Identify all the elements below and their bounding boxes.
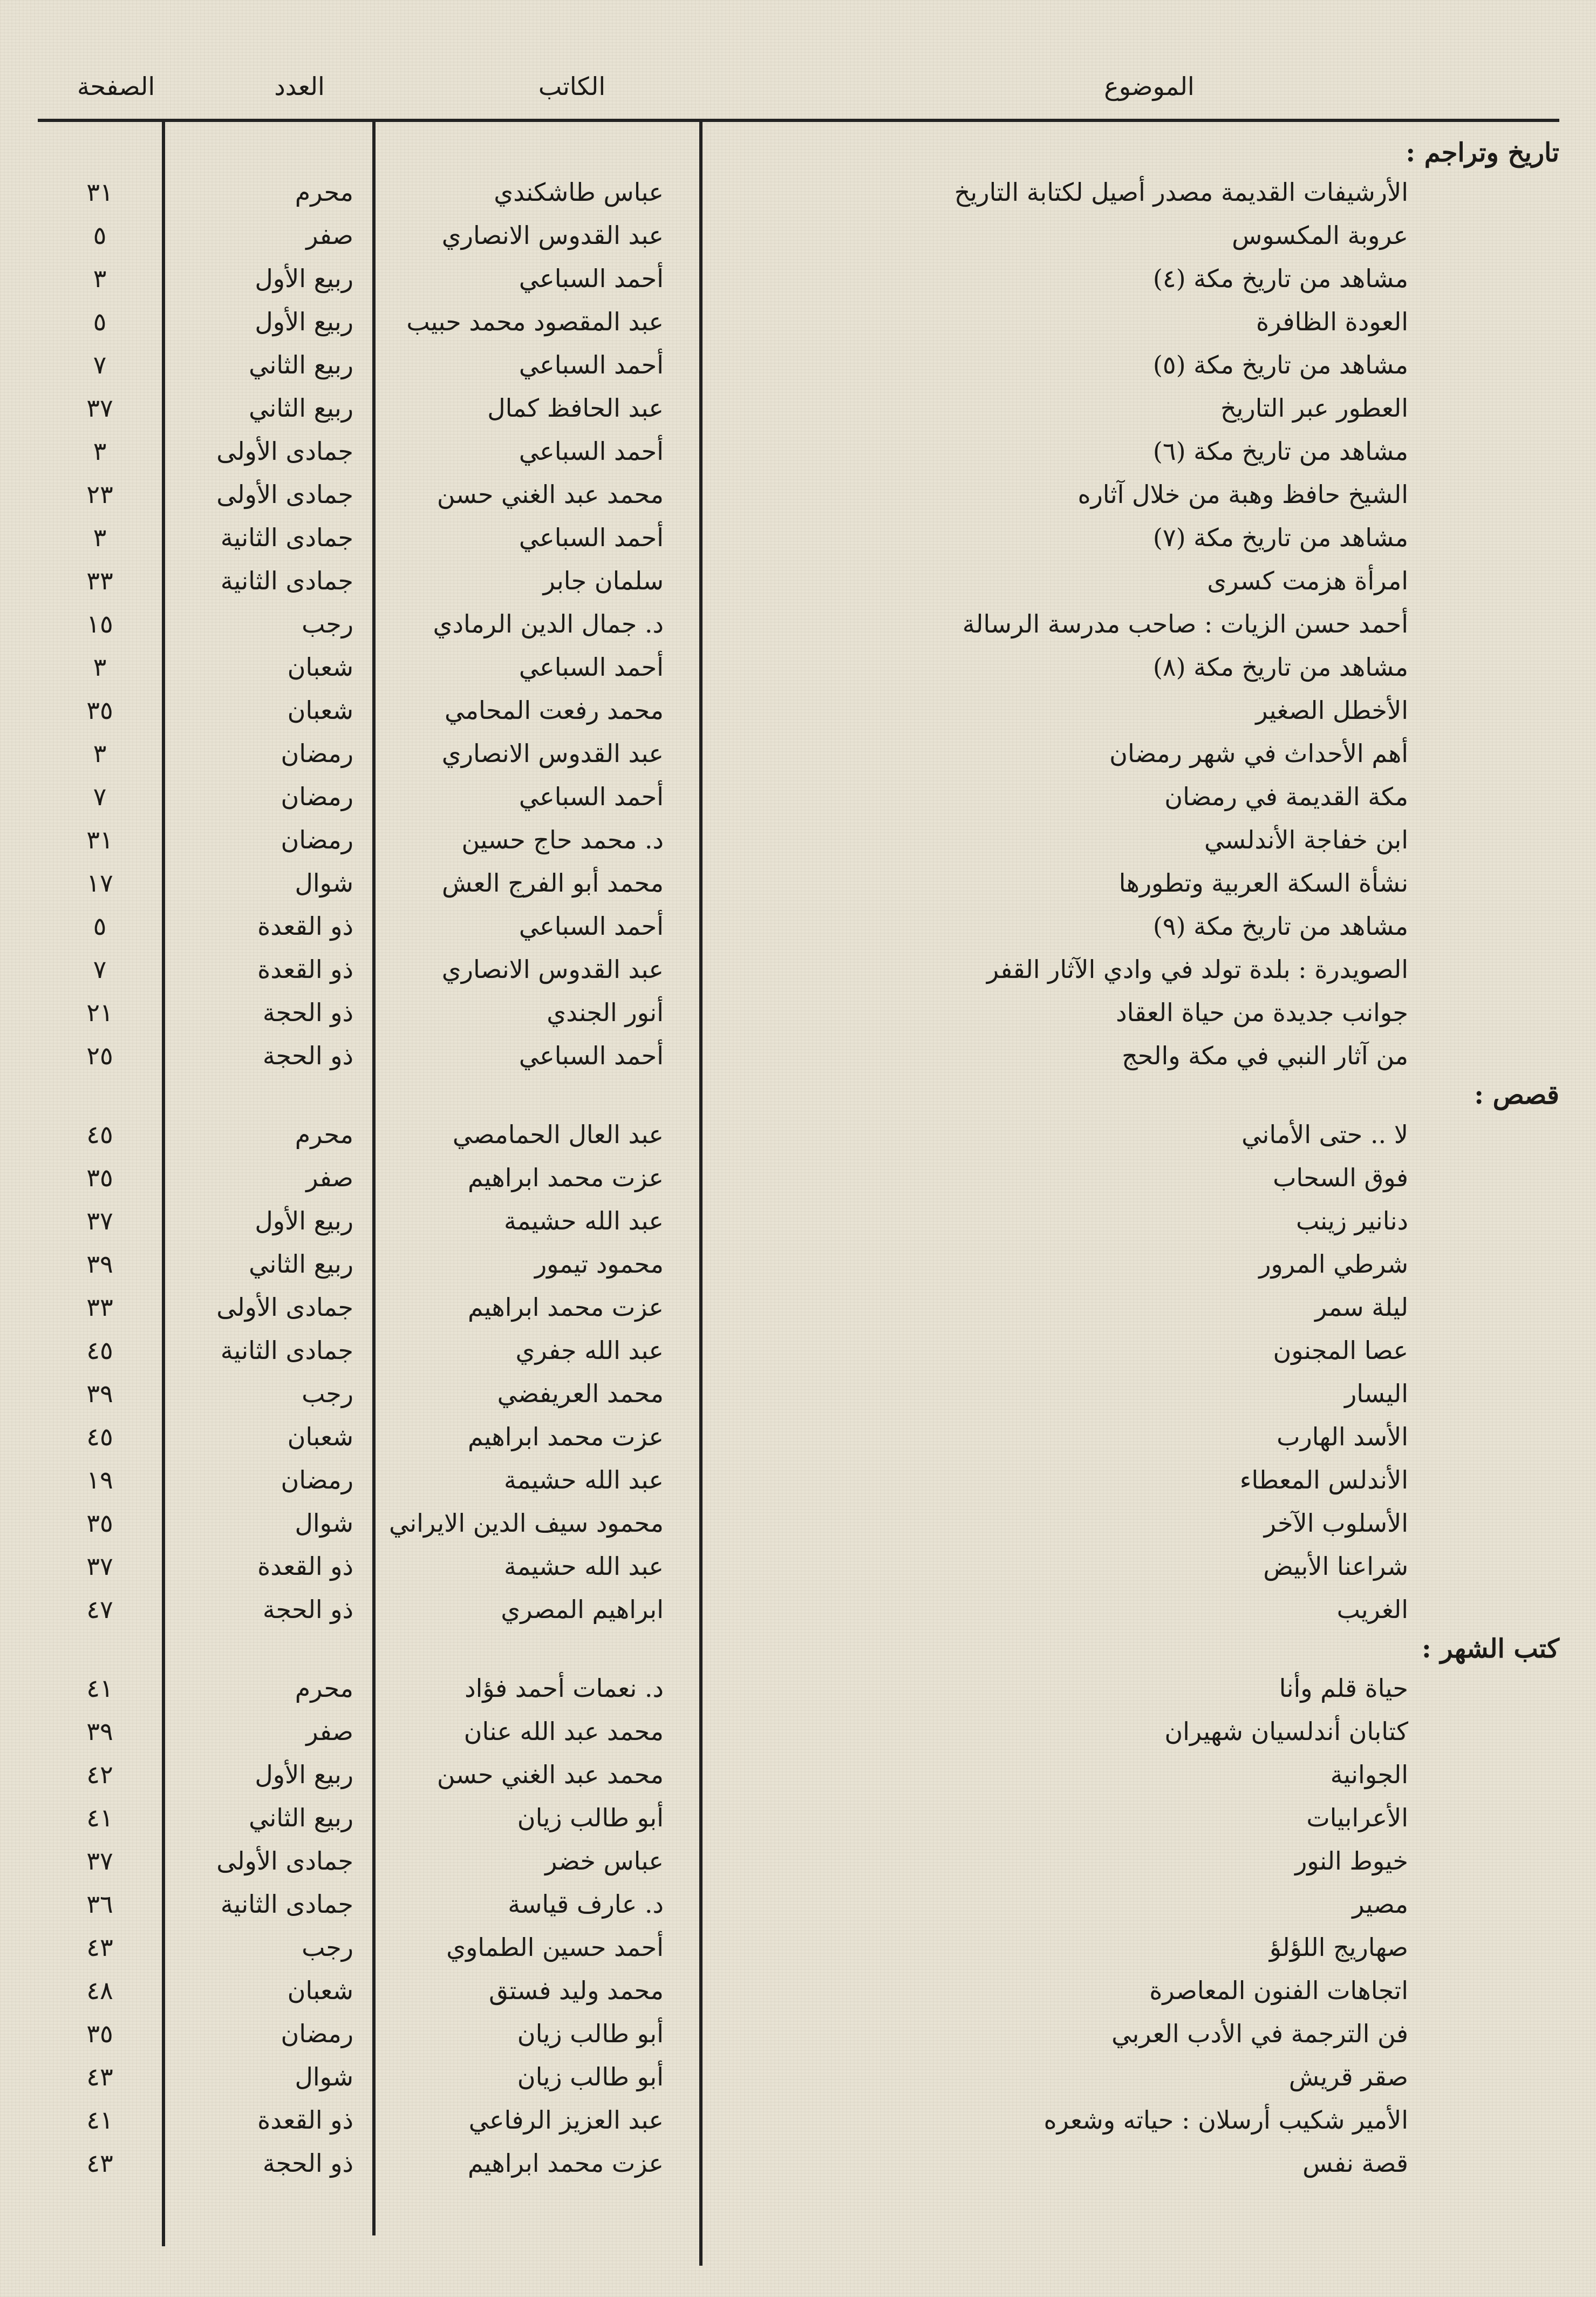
page-cell: ٤١ (86, 1803, 113, 1832)
list-item: مكة القديمة في رمضان (1164, 782, 1408, 811)
page-cell: ٣٣ (86, 566, 113, 595)
list-item: فوق السحاب (1273, 1163, 1408, 1192)
header-author: الكاتب (538, 72, 606, 101)
list-item: جوانب جديدة من حياة العقاد (1116, 998, 1408, 1027)
list-item: الصويدرة : بلدة تولد في وادي الآثار القفر (986, 955, 1408, 984)
author-cell: عبد المقصود محمد حبيب (406, 307, 664, 336)
page-cell: ٤٣ (86, 1933, 113, 1962)
issue-cell: رمضان (281, 2019, 353, 2048)
issue-cell: ربيع الثاني (249, 350, 353, 379)
page-cell: ٣ (93, 437, 107, 466)
author-cell: أحمد السباعي (519, 523, 664, 552)
list-item: لا .. حتى الأماني (1242, 1120, 1408, 1149)
issue-cell: شعبان (287, 653, 353, 682)
author-cell: عزت محمد ابراهيم (468, 2149, 664, 2178)
issue-cell: محرم (295, 1674, 353, 1703)
list-item: مشاهد من تاريخ مكة (٦) (1152, 437, 1408, 466)
list-item: امرأة هزمت كسرى (1207, 566, 1408, 595)
list-item: الجوانية (1330, 1760, 1408, 1789)
author-cell: عبد الله حشيمة (503, 1206, 664, 1235)
page-cell: ٣٥ (86, 2019, 113, 2048)
list-item: اتجاهات الفنون المعاصرة (1149, 1976, 1408, 2005)
list-item: مشاهد من تاريخ مكة (٤) (1152, 264, 1408, 293)
author-cell: أحمد حسين الطماوي (446, 1933, 664, 1962)
page-cell: ١٩ (86, 1465, 113, 1494)
list-item: الأمير شكيب أرسلان : حياته وشعره (1043, 2105, 1408, 2135)
issue-cell: رمضان (281, 825, 353, 854)
author-cell: عبد الله حشيمة (503, 1465, 664, 1494)
page-cell: ٧ (93, 955, 107, 984)
list-item: صقر قريش (1288, 2062, 1408, 2091)
page-cell: ٥ (93, 912, 107, 941)
page-cell: ٢٥ (86, 1041, 113, 1070)
author-cell: عبد القدوس الانصاري (441, 955, 664, 984)
list-item: الأسد الهارب (1277, 1422, 1408, 1451)
list-item: نشأة السكة العربية وتطورها (1118, 868, 1408, 898)
issue-cell: ذو القعدة (257, 955, 353, 984)
author-cell: أحمد السباعي (519, 437, 664, 466)
author-cell: محمد رفعت المحامي (445, 696, 664, 725)
list-item: الأعرابيات (1306, 1803, 1408, 1832)
author-cell: عباس خضر (545, 1846, 664, 1875)
issue-cell: ربيع الثاني (249, 393, 353, 423)
issue-cell: شوال (295, 2062, 353, 2091)
page-cell: ٣٧ (86, 1846, 113, 1875)
issue-cell: رمضان (281, 739, 353, 768)
issue-cell: ربيع الأول (255, 264, 353, 293)
page-cell: ٤٥ (86, 1422, 113, 1451)
page-cell: ٣٦ (86, 1890, 113, 1919)
author-cell: د. محمد حاج حسين (461, 825, 664, 854)
author-cell: عبد القدوس الانصاري (441, 739, 664, 768)
page-cell: ٢١ (86, 998, 113, 1027)
issue-cell: جمادى الأولى (216, 1846, 353, 1875)
list-item: مصير (1352, 1890, 1408, 1919)
list-item: شرطي المرور (1259, 1249, 1408, 1279)
page-cell: ٤٥ (86, 1120, 113, 1149)
page-cell: ٣٧ (86, 1206, 113, 1235)
section-title-books: كتب الشهر : (1422, 1634, 1559, 1664)
author-cell: محمد أبو الفرج العش (441, 868, 664, 898)
page-cell: ٤١ (86, 1674, 113, 1703)
column-divider-author (372, 120, 376, 2235)
issue-cell: ربيع الأول (255, 1760, 353, 1789)
issue-cell: شعبان (287, 696, 353, 725)
issue-cell: جمادى الثانية (220, 566, 353, 595)
list-item: عصا المجنون (1273, 1336, 1408, 1365)
author-cell: عبد الحافظ كمال (487, 393, 664, 423)
page-cell: ٥ (93, 221, 107, 250)
author-cell: أبو طالب زيان (517, 1803, 664, 1832)
issue-cell: صفر (306, 1163, 353, 1192)
issue-cell: جمادى الأولى (216, 437, 353, 466)
list-item: اليسار (1345, 1379, 1408, 1408)
page-cell: ٤٨ (86, 1976, 113, 2005)
issue-cell: ربيع الأول (255, 307, 353, 336)
page-cell: ٣٥ (86, 696, 113, 725)
list-item: الشيخ حافظ وهبة من خلال آثاره (1077, 480, 1408, 509)
list-item: فن الترجمة في الأدب العربي (1111, 2019, 1408, 2048)
author-cell: أحمد السباعي (519, 653, 664, 682)
issue-cell: ذو القعدة (257, 2105, 353, 2135)
issue-cell: شوال (295, 1508, 353, 1538)
page-cell: ٤٢ (86, 1760, 113, 1789)
issue-cell: صفر (306, 1717, 353, 1746)
page-cell: ١٧ (86, 868, 113, 898)
list-item: مشاهد من تاريخ مكة (٨) (1152, 653, 1408, 682)
author-cell: محمد عبد الله عنان (463, 1717, 664, 1746)
author-cell: أنور الجندي (547, 998, 664, 1027)
author-cell: عزت محمد ابراهيم (468, 1422, 664, 1451)
page-cell: ٣٥ (86, 1508, 113, 1538)
author-cell: محمد عبد الغني حسن (436, 1760, 664, 1789)
page-cell: ٣ (93, 523, 107, 552)
header-rule (38, 119, 1559, 122)
column-divider-issue (162, 120, 165, 2246)
author-cell: محمد وليد فستق (489, 1976, 664, 2005)
header-subject: الموضوع (1104, 72, 1195, 101)
page-cell: ٣٩ (86, 1717, 113, 1746)
header-issue: العدد (274, 72, 325, 101)
list-item: من آثار النبي في مكة والحج (1122, 1041, 1408, 1070)
author-cell: عبد العال الحمامصي (452, 1120, 664, 1149)
list-item: مشاهد من تاريخ مكة (٥) (1152, 350, 1408, 379)
issue-cell: جمادى الثانية (220, 1336, 353, 1365)
list-item: ابن خفاجة الأندلسي (1204, 825, 1408, 854)
header-page: الصفحة (77, 72, 155, 101)
author-cell: محمد عبد الغني حسن (436, 480, 664, 509)
list-item: خيوط النور (1295, 1846, 1408, 1875)
page-cell: ٢٣ (86, 480, 113, 509)
author-cell: ابراهيم المصري (501, 1595, 664, 1624)
issue-cell: رمضان (281, 782, 353, 811)
author-cell: عبد القدوس الانصاري (441, 221, 664, 250)
issue-cell: محرم (295, 178, 353, 207)
issue-cell: ربيع الثاني (249, 1803, 353, 1832)
section-title-history: تاريخ وتراجم : (1406, 138, 1559, 168)
author-cell: د. عارف قياسة (508, 1890, 664, 1919)
author-cell: محمود سيف الدين الايراني (389, 1508, 664, 1538)
page-cell: ٣٣ (86, 1293, 113, 1322)
page-cell: ٣٩ (86, 1249, 113, 1279)
author-cell: عبد الله حشيمة (503, 1552, 664, 1581)
page-cell: ١٥ (86, 609, 113, 638)
author-cell: سلمان جابر (543, 566, 664, 595)
issue-cell: ذو الحجة (262, 998, 353, 1027)
list-item: شراعنا الأبيض (1263, 1552, 1408, 1581)
author-cell: عبد العزيز الرفاعي (468, 2105, 664, 2135)
list-item: قصة نفس (1302, 2149, 1408, 2178)
page-cell: ٣٩ (86, 1379, 113, 1408)
author-cell: عزت محمد ابراهيم (468, 1293, 664, 1322)
issue-cell: رجب (302, 1379, 353, 1408)
list-item: كتابان أندلسيان شهيران (1164, 1717, 1408, 1746)
list-item: عروبة المكسوس (1232, 221, 1408, 250)
list-item: الأخطل الصغير (1256, 696, 1408, 725)
issue-cell: ربيع الأول (255, 1206, 353, 1235)
author-cell: أبو طالب زيان (517, 2019, 664, 2048)
table-header (38, 57, 1559, 116)
list-item: ليلة سمر (1315, 1293, 1408, 1322)
list-item: حياة قلم وأنا (1279, 1674, 1408, 1703)
list-item: صهاريج اللؤلؤ (1269, 1933, 1408, 1962)
list-item: العودة الظافرة (1256, 307, 1408, 336)
list-item: الغريب (1336, 1595, 1408, 1624)
page-cell: ٥ (93, 307, 107, 336)
author-cell: أبو طالب زيان (517, 2062, 664, 2091)
author-cell: أحمد السباعي (519, 1041, 664, 1070)
issue-cell: صفر (306, 221, 353, 250)
column-divider-subject (699, 120, 702, 2266)
issue-cell: شعبان (287, 1422, 353, 1451)
page-cell: ٤٣ (86, 2149, 113, 2178)
issue-cell: جمادى الأولى (216, 480, 353, 509)
page-cell: ٣١ (86, 178, 113, 207)
issue-cell: شوال (295, 868, 353, 898)
issue-cell: محرم (295, 1120, 353, 1149)
page-cell: ٣٧ (86, 393, 113, 423)
issue-cell: ذو الحجة (262, 1041, 353, 1070)
page-cell: ٤١ (86, 2105, 113, 2135)
issue-cell: ذو الحجة (262, 1595, 353, 1624)
list-item: مشاهد من تاريخ مكة (٧) (1152, 523, 1408, 552)
page-cell: ٣٧ (86, 1552, 113, 1581)
author-cell: د. جمال الدين الرمادي (433, 609, 664, 638)
author-cell: د. نعمات أحمد فؤاد (465, 1674, 664, 1703)
author-column (378, 135, 696, 2185)
page-cell: ٣ (93, 264, 107, 293)
page-cell: ٣ (93, 653, 107, 682)
list-item: العطور عبر التاريخ (1220, 393, 1408, 423)
page-cell: ٧ (93, 350, 107, 379)
issue-cell: رمضان (281, 1465, 353, 1494)
author-cell: عباس طاشكندي (494, 178, 664, 207)
issue-column (167, 135, 370, 2185)
issue-cell: جمادى الثانية (220, 1890, 353, 1919)
subject-column (734, 135, 1559, 2185)
author-cell: أحمد السباعي (519, 912, 664, 941)
issue-cell: رجب (302, 1933, 353, 1962)
author-cell: عزت محمد ابراهيم (468, 1163, 664, 1192)
issue-cell: جمادى الأولى (216, 1293, 353, 1322)
page-column (43, 135, 156, 2185)
list-item: الأرشيفات القديمة مصدر أصيل لكتابة التاريخ (954, 178, 1408, 207)
page-cell: ٣٥ (86, 1163, 113, 1192)
page-cell: ٧ (93, 782, 107, 811)
author-cell: محمود تيمور (534, 1249, 664, 1279)
list-item: أحمد حسن الزيات : صاحب مدرسة الرسالة (962, 609, 1408, 638)
author-cell: عبد الله جفري (515, 1336, 664, 1365)
author-cell: أحمد السباعي (519, 264, 664, 293)
list-item: أهم الأحداث في شهر رمضان (1109, 739, 1408, 768)
issue-cell: رجب (302, 609, 353, 638)
page-cell: ٤٥ (86, 1336, 113, 1365)
page-cell: ٣١ (86, 825, 113, 854)
list-item: الأسلوب الآخر (1264, 1508, 1408, 1538)
author-cell: أحمد السباعي (519, 350, 664, 379)
page-cell: ٤٣ (86, 2062, 113, 2091)
author-cell: أحمد السباعي (519, 782, 664, 811)
issue-cell: ربيع الثاني (249, 1249, 353, 1279)
list-item: مشاهد من تاريخ مكة (٩) (1152, 912, 1408, 941)
issue-cell: ذو الحجة (262, 2149, 353, 2178)
author-cell: محمد العريفضي (497, 1379, 664, 1408)
issue-cell: ذو القعدة (257, 1552, 353, 1581)
section-title-stories: قصص : (1474, 1080, 1559, 1110)
list-item: الأندلس المعطاء (1239, 1465, 1408, 1494)
issue-cell: شعبان (287, 1976, 353, 2005)
list-item: دنانير زينب (1295, 1206, 1408, 1235)
issue-cell: جمادى الثانية (220, 523, 353, 552)
page-cell: ٤٧ (86, 1595, 113, 1624)
issue-cell: ذو القعدة (257, 912, 353, 941)
page-cell: ٣ (93, 739, 107, 768)
